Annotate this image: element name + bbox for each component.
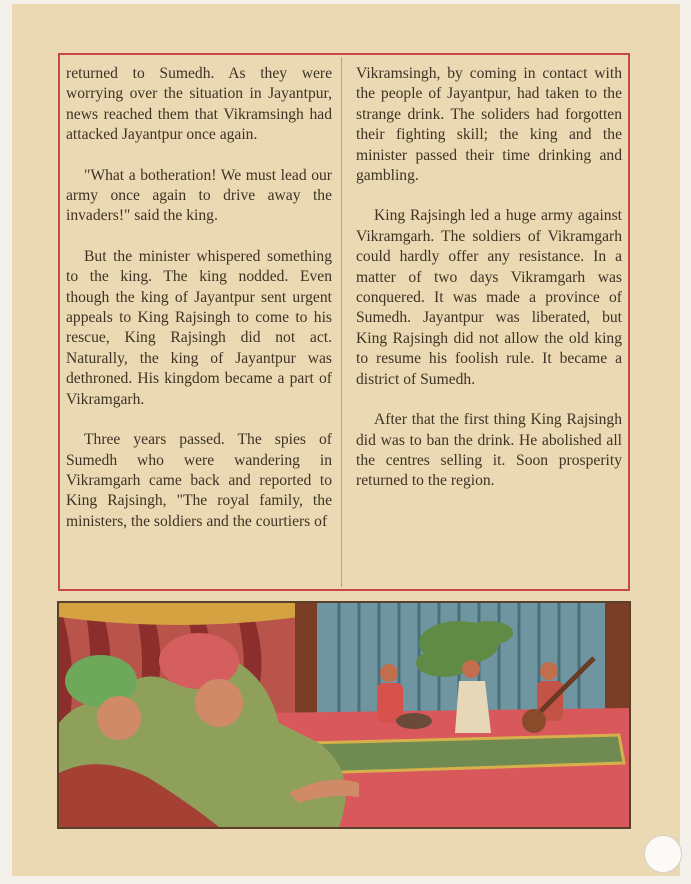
column-divider <box>341 57 342 587</box>
watermark-stamp <box>644 835 682 873</box>
face-right <box>195 679 243 727</box>
left-column <box>66 64 332 552</box>
court-scene-illustration <box>57 601 631 829</box>
paragraph: After that the first thing King Rajsingh did was to ban the drink. He abolished all the centres selling it. Soon prosperity returned to the region. <box>356 411 622 490</box>
illustration-drawing <box>59 603 629 827</box>
paragraph: returned to Sumedh. As they were worrying over the situation in Jayantpur, news reached them that Vikramsingh had attacked Jayantpur once again. <box>66 65 332 144</box>
paragraph: King Rajsingh led a huge army against Vikramgarh. The soldiers of Vikramgarh could hardly offer any resistance. In a matter of two days Vikramgarh was conquered. It was made a province of Sumedh. Jayantpur was liberated, but King Rajsingh did not allow the old king to resume his foolish rule. It became a district of Sumedh. <box>356 207 622 388</box>
paragraph: But the minister whispered something to the king. The king nodded. Even though the king of Jayantpur sent urgent appeals to King Rajsingh to come to his rescue, King Rajsingh did not act. Naturally, the king of Jayantpur was dethroned. His kingdom became a part of Vikramgarh. <box>66 247 332 408</box>
right-column <box>356 64 622 512</box>
paragraph: Vikramsingh, by coming in contact with the people of Jayantpur, had taken to the strange drink. The soliders had forgotten their fighting skill; the king and the minister passed their time drinking and gambling. <box>356 65 622 185</box>
paragraph: Three years passed. The spies of Sumedh who were wandering in Vikramgarh came back and reported to King Rajsingh, "The royal family, the ministers, the soldiers and the courtiers of <box>66 431 332 530</box>
face-left <box>97 696 141 740</box>
paragraph: "What a botheration! We must lead our army once again to drive away the invaders!" said the king. <box>66 166 332 225</box>
